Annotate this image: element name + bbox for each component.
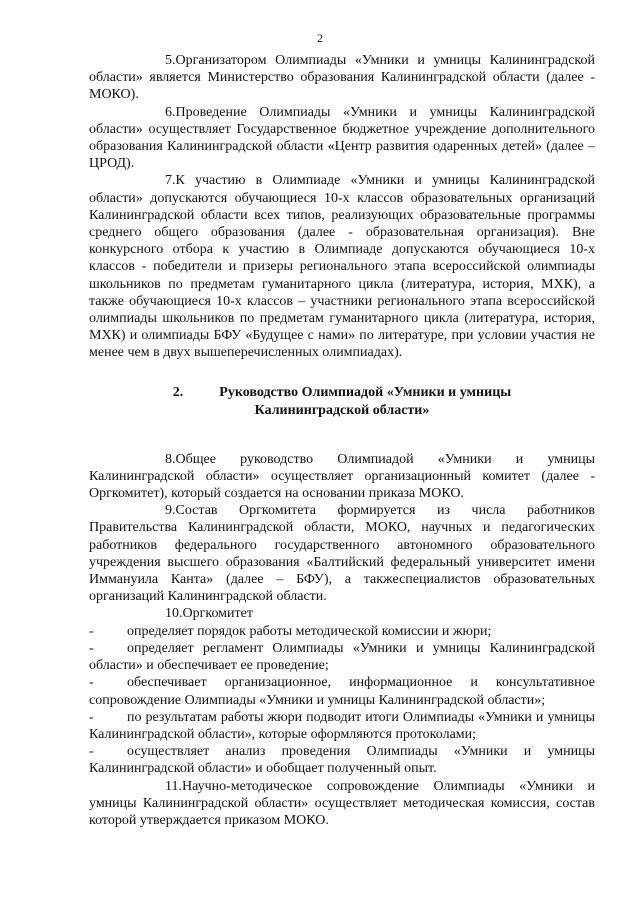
paragraph-6: 6.Проведение Олимпиады «Умники и умницы Калининградской области» осуществляет Государственное бюджетное учреждение дополнительного образования Калининградской области «Центр развития одаренных детей» (далее –ЦРОД). bbox=[89, 104, 595, 172]
paragraph-8: 8.Общее руководство Олимпиадой «Умники и умницы Калининградской области» осуществляет организационный комитет (далее - Оргкомитет), который создается на основании приказа МОКО. bbox=[89, 451, 595, 502]
section-heading bbox=[89, 384, 595, 420]
section-title-line2: Калининградской области» bbox=[254, 402, 430, 418]
section-number: 2. bbox=[172, 384, 184, 400]
list-item: - по результатам работы жюри подводит итоги Олимпиады «Умники и умницы Калининградской области», которые оформляются протоколами; bbox=[89, 709, 595, 742]
paragraph-11: 11.Научно-методическое сопровождение Олимпиады «Умники и умницы Калининградской области» осуществляет методическая комиссия, состав которой утверждается приказом МОКО. bbox=[89, 778, 595, 828]
list-item: - обеспечивает организационное, информационное и консультативное сопровождение Олимпиады «Умники и умницы Калининградской области»; bbox=[89, 675, 595, 708]
list-item: - осуществляет анализ проведения Олимпиады «Умники и умницы Калининградской области» и обобщает полученный опыт. bbox=[89, 744, 595, 777]
paragraph-9: 9.Состав Оргкомитета формируется из числа работников Правительства Калининградской области, МОКО, научных и педагогических работников федерального государственного автономного образовательного учреждения высшего образования «Балтийский федеральный университет имени Иммануила Канта» (далее – БФУ), а такжеспециалистов образовательных организаций Калининградской области. bbox=[89, 503, 595, 605]
list-item: - определяет регламент Олимпиады «Умники и умницы Калининградской области» и обеспечивает ее проведение; bbox=[89, 640, 595, 674]
paragraph-10: 10.Оргкомитет bbox=[165, 606, 253, 622]
page-number: 2 bbox=[317, 31, 323, 45]
paragraph-5: 5.Организатором Олимпиады «Умники и умницы Калининградской области» является Министерство образования Калининградской области (далее - МОКО). bbox=[89, 53, 595, 103]
section-title-line1: Руководство Олимпиадой «Умники и умницы bbox=[219, 384, 512, 400]
document-body bbox=[89, 52, 595, 829]
list-item: - определяет порядок работы методической комиссии и жюри; bbox=[89, 623, 492, 639]
paragraph-7: 7.К участию в Олимпиаде «Умники и умницы Калининградской области» допускаются обучающиеся 10-х классов образовательных организаций Калининградской области всех типов, реализующих образовательные программы среднего общего образования (далее - образовательная организация). Вне конкурсного отбора к участию в Олимпиаде допускаются обучающиеся 10-х классов - победители и призеры регионального этапа всероссийской олимпиады школьников по предметам гуманитарного цикла (литература, история, МХК), а также обучающиеся 10-х классов – участники регионального этапа всероссийской олимпиады школьников по предметам гуманитарного цикла (литература, история, МХК) и олимпиады БФУ «Будущее с нами» по литературе, при условии участия не менее чем в двух вышеперечисленных олимпиадах). bbox=[89, 173, 595, 361]
